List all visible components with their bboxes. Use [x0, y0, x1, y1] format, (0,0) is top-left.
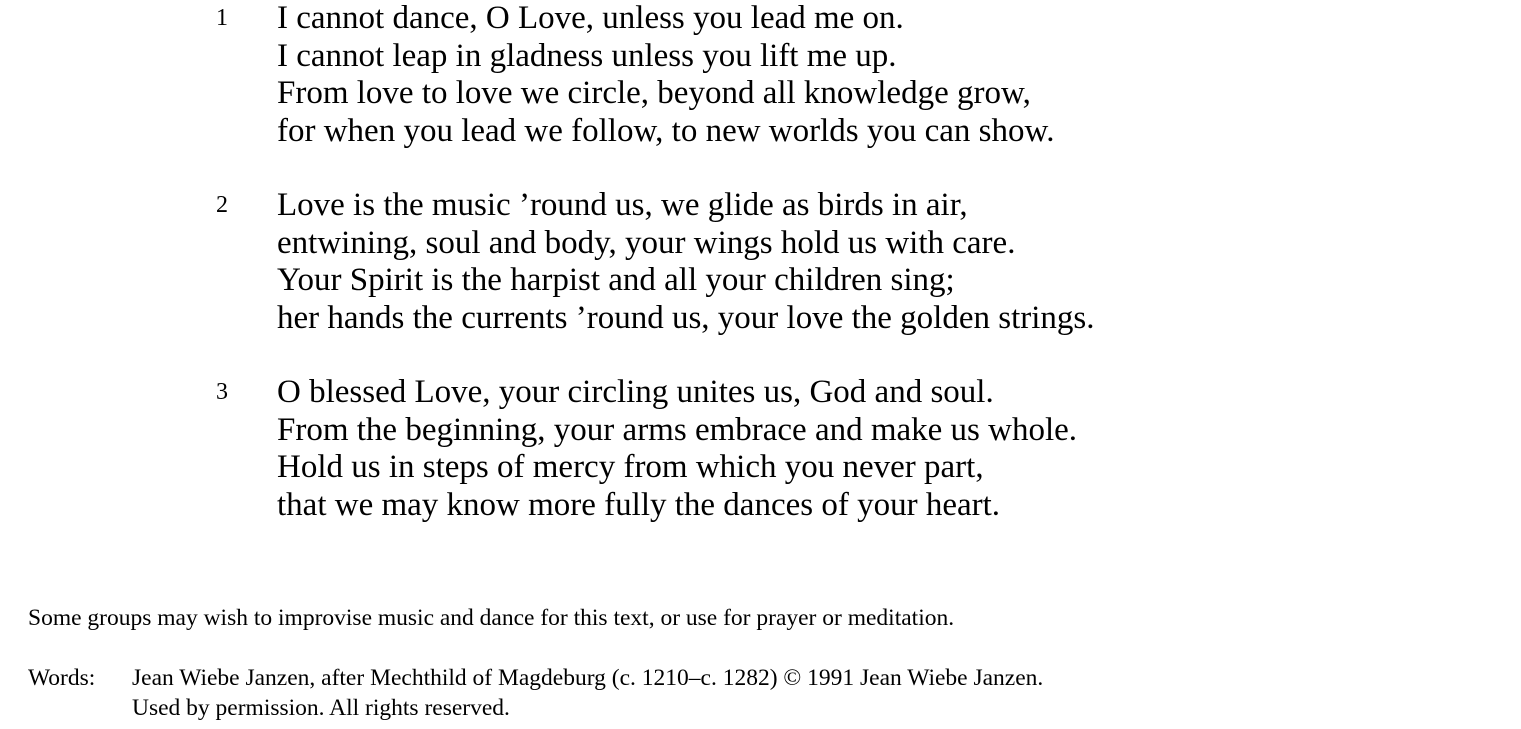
verse-line: I cannot leap in gladness unless you lift me up. [277, 37, 897, 74]
performance-note: Some groups may wish to improvise music and dance for this text, or use for prayer or meditation. [28, 605, 955, 631]
verse-lines [277, 187, 1095, 337]
credits-body [132, 663, 1043, 723]
verse-line: entwining, soul and body, your wings hold us with care. [277, 224, 1016, 261]
credits-line: Used by permission. All rights reserved. [132, 695, 510, 721]
verse-line: From love to love we circle, beyond all knowledge grow, [277, 75, 1031, 111]
verse-line: for when you lead we follow, to new worlds you can show. [277, 112, 1055, 149]
verse-lines [277, 374, 1077, 524]
verse-number: 1 [216, 5, 228, 31]
verse-line: O blessed Love, your circling unites us, God and soul. [277, 374, 994, 410]
verse-line: Love is the music ’round us, we glide as birds in air, [277, 187, 968, 223]
verse-line: From the beginning, your arms embrace and make us whole. [277, 411, 1078, 448]
credits-label: Words: [28, 665, 96, 691]
verse-number: 2 [216, 192, 228, 218]
verse-lines [277, 0, 1054, 150]
verse-number: 3 [216, 379, 228, 405]
verse-line: I cannot dance, O Love, unless you lead me on. [277, 0, 904, 36]
credits-line: Jean Wiebe Janzen, after Mechthild of Magdeburg (c. 1210–c. 1282) © 1991 Jean Wiebe Janzen. [132, 665, 1044, 691]
verse-line: her hands the currents ’round us, your love the golden strings. [277, 299, 1095, 336]
verse-line: that we may know more fully the dances of your heart. [277, 486, 1001, 523]
verse-line: Hold us in steps of mercy from which you never part, [277, 449, 984, 485]
verse-line: Your Spirit is the harpist and all your children sing; [277, 262, 955, 298]
